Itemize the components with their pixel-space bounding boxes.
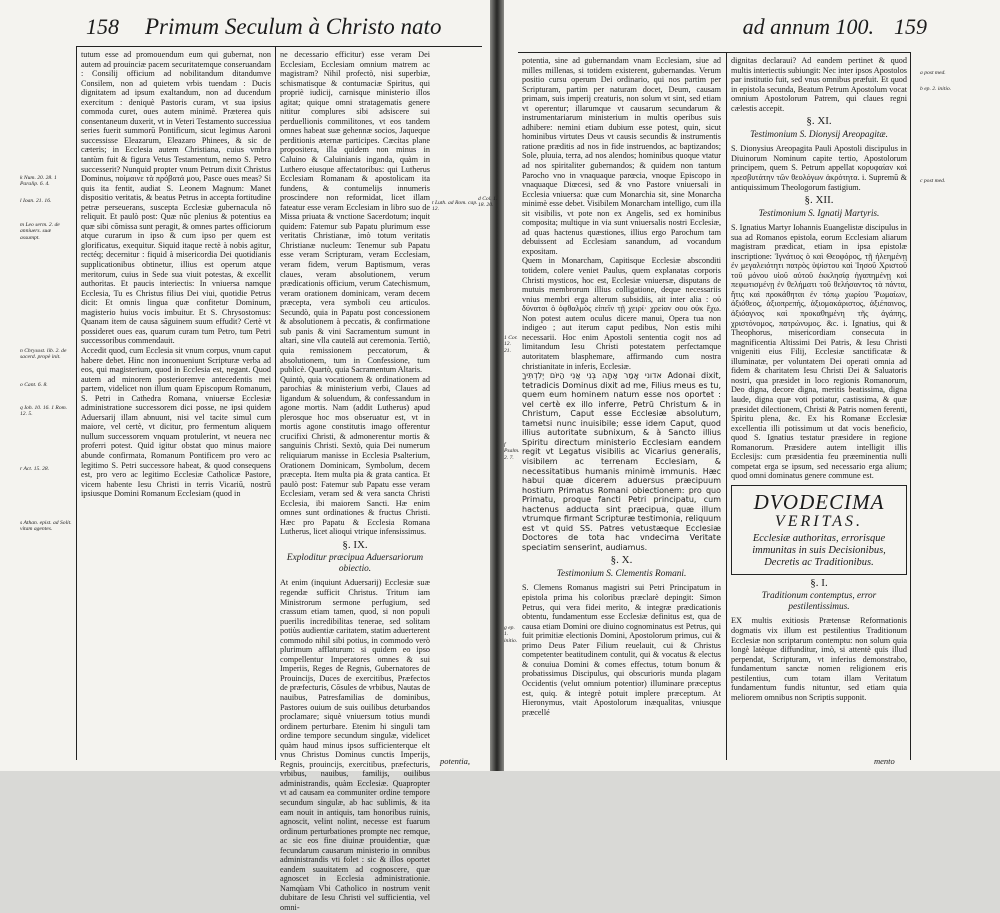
paragraph: At enim (inquiunt Aduersarij) Ecclesiæ suæ regendæ sufficit Christus. Tritum iam Ministrorum sermone perfugium, sed crassum etiam tamen, quod, si non populi puerilis incredibilitas tenerae, sed solitam potiùs audientiæ caritatem, statim aduerterent commodo nihil sibi potius, in commodo verò plurimum afflaturum: si quidem eo ipso compellentur Imperatores omnes & sui Imperiis, Reges de Regnis, Gubernatores de Prouincijs, Duces de exercitibus, Præfectos de præfecturis, Cōsules de vrbibus, Nautas de nauibus, Patresfamilias de dominibus, Pastores ouium de suis ouilibus deturbandos proclamare; siquè vniuersum totius mundi ordinem perturbare. Etenim hi singuli tam ordine tempore secundum singulæ, videlicet quàm haud minus ipsos sufficienterque elt vnus Christus Dominus cunctis Imperijs, Regnis, prouincijs, exercitibus, præfecturis, vrbibus, nauibus, familijs, ouilibus administrandis, quàm Ecclesiæ. Quapropter vt ad causam ea communiter ordine tempore secundum singulæ, ab hac sublimis, & ita eam nouit in antiquis, tam honoribus ruinis, agnoscit, velint nolint, necesse est fuarum ordinum perturbationes prompte nec remque, ac sic eos fine diuinæ prouidentiæ, quæ fecundarum causarum ministerio in omnibus administrandis vti folet : sic & illos oportet eandem suauitatem ad cognoscere, quæ agnoscet in Ecclesia administrationie. Namqùam Vbi Catholico in nostrum venit dubitare de Iesu Christi vel sufficientia, vel omni- [280,578,430,913]
margin-note: m Leo serm. 2. de anniuers. suæ assumpt. [20,222,60,241]
catchword-left: potentia, [440,756,470,766]
margin-note: c post med. [920,178,946,184]
section-number: §. I. [810,576,828,589]
margin-note: o Cant. 6. 8. [20,382,48,388]
page-number-left: 158 [86,14,119,39]
header-rule-right [518,52,910,53]
margin-note: n Chrysost. lib. 2. de sacerd. propè init. [20,348,67,361]
margin-note: g ep. 1. initio. [504,625,518,644]
running-title-right: ad annum 100. [742,14,874,39]
section-number: §. XI. [806,115,832,128]
frame-rule-right [910,52,911,760]
paragraph: tutum esse ad promouendum eum qui gubernat, non autem ad prouinciæ pacem securitatemque conseruandam : Consilij officium ad nobilitandum ditandumve Consilem, non ad quietem vrbis tuendam : Ducis dignitatem ad ipsum exaltandum, non ad ducendum exercitum : deniquè Pastoris curam, vt sua ipsius commoda curet, oues autem minimè. Præterea quis consentaneum duxerit, vt in Veteri Testamento successiua series fuerit summorū Pontificum, sicut legimus Aaroni successisse Eleazarum, Eleazaro Phinees, & sic de cæteris; in Ecclesia autem Christiana, cuius vmbra tantùm fuit & figura Vetus Testamentum, nemo S. Petro successerit? Nunquid propter vnum Petrum dixit Christus Dominus, ποίμαινε τὰ πρόβατά μου, Pasce oues meas? Si quis ita fentit, audiat S. Leonem Magnum: Manet dispositio veritatis, & beatus Petrus in accepta fortitudine petræ perseuerans, suscepta Ecclesiæ gubernacula nō reliquit. Et paulò post: Quæ nūc plenius & potentius ea quæ sibi cōmissa sunt peragit, & omnes partes officiorum atque curarum in ipso & cum ipso per quem est glorificatus, exequitur. Siquid itaque rectè à nobis agitur, rectéq; decernitur : fiquid à misericordia Dei quotidianis supplicationibus obtinetur, illius est operum atque meritorum, cuius in Sede sua viuit potestas, & excellit authoritas. Et paucis interiectis: In vniuersa namque Ecclesia, Tu es Christus filius Dei viui, quotidie Petrus dicit: Et omnis lingua quæ confitetur Dominum, magisterio huius vocis imbuitur. Et S. Chrysostomus: Quanam item de causa sāguinem suum effudit? Certè vt possideret oues eas, quarum curam tum Petro, tum Petri successoribus commendauit. [81,50,271,346]
margin-note: d Col. 1. 18. 20. [478,196,498,209]
section-title: Exploditur præcipua Aduersariorum obiectio. [286,553,424,574]
text-column-right-1 [522,56,721,758]
margin-note: f Psalm. 2. 7. [504,442,520,461]
paragraph: ne decessario efficitur) esse veram Dei Ecclesiam, Ecclesiam omnium matrem ac magistram? Nihil profectò, nisi superbiæ, schismatisque & contumaciæ Spiritus, qui propriè iudicij, carnisque ministerio illos agitat; quique omni stratagematis genere nititur complures sibi adsiscere sui perduellionis commilitones, vt eos tandem omnes habeat suæ gehennæ socios, Jaqueque perditionis æternæ participes. Cæcitas plane propositera, illa quidem non minus in Caluino & Caluinianis inganda, quàm in Luthero eiusque affectatoribus: qui Lutherus Ecclesiam Romanam & apostolicam ita fundens, & contumelijs innumeris proscindere non reformidat, licet illam fateatur esse veram Ecclesiam in libro suo de Missa priuata & vnctione Sacerdotum; inquit quidem: Fatemur sub Papatu plurimum esse veritatis Christianæ, imò totum veritatis Christianæ nucleum: Tenemur sub Papatu esse veram Scripturam, veram Ecclesiam, veram fidem, verum Baptismum, veras claues, veram absolutionem, verum prædicationis officium, verum Catechismum, veram orationem dominicam, veram decem præcepta, vera symboli ceu articulos. Secundò, quia in Papatu post concessionem & absolutionem à peccatis, & confirmatione sub panis & vini Sacramentum sumunt in altari, sine vlla cautelâ aut ceremonia. Tertiò, quia remissionem peccatorum, & absolutionem, tum in Confessione, tum publicè. Quartò, quia Sacramentum Altaris. [280,50,430,375]
paragraph: Quintò, quia vocationem & ordinationem ad parochias & ministerium verbi, Claues ad ligandum & soluendum, & confessandum in agone mortis. Nam (addit Lutherus) apud plerosque hoc mos obseruatur est, vt in mortis agone constitutis imago offerentur crucifixi Christi, & admonerentur mortis & sanguinis Christi. Sextò, quia Dei numerum reliquiarum manisse in Ecclesia Psalterium, Orationem Dominicam, Symbolum, decem præcepta. Item multa pia & grata cantica. Et paulò post: Fatemur sub Papatu esse veram Ecclesiam, veram sed & vera sancta Christi Ecclesia, ibi maiorem Sancti. Hæ enim omnes sunt ordinationes & fructus Christi. Hæc pro Papatu & Ecclesia Romana Lutherus, licet alioqui vtrique infensissimus. [280,374,430,537]
text-column-left-1 [81,50,271,758]
paragraph: אדוני אָמַר אַתָּה בְּנִי אֲנִי הַיּוֹם יְלִדְתִּיךָ Adonai dixit, tetradicis Dominus dixit ad me, Filius meus es tu, quem eum hominem natum esse nos oportet : vel certè ex illo inferre, Petrū Christum & in Christum, Caput esse Ecclesiæ absolutum, tametsi nunc inuisibile; esse idem Caput, quod illius autoritate subnixum, & à Sancto illius Spiritu directum ministerio Ecclesiam eandem regit vt Legatus visibilis ac Vicarius generalis, visibilem ac terrenam Ecclesiam, & necessitatibus humanis minimè immunis. Hæc habui quæ dicerem aduersus præcipuum hostium Primatus Romani obiectionem: pro quo Primatu, proque fancti Petri principatu, cum hactenus adducta sint præcipua, quæ illum vtrumque firmant Scripturæ testimonia, reliquum est vt quid SS. Patres vetustæque Ecclesiæ Doctores de tota hac vndecima Veritate speciatim senserint, audiamus. [522,371,721,552]
text-column-left-2 [280,50,430,913]
paragraph: Quem in Monarcham, Capitisque Ecclesiæ absconditi totidem, colere veniet Paulus, quem explanatas corporis Christi mysticos, hoc est, Ecclesiæ vniuersæ, disputans de mutuis membrorum illius colligatione, deque necessariis vnius membri erga alterum subsidiis, ait inter alia : οὐ δύναται ὁ ὀφθαλμὸς εἰπεῖν τῇ χειρί· χρείαν σου οὐκ ἔχω. Non potest autem oculus dicere manui, Opera tua non indigeo ; aut iterum caput pedibus, Non estis mihi necessarii. Hoc enim Apostoli sententia cogit nos ad limitandum Iesu Christi potestatem perfectamque autoritatem blasphemare, affirmando cum nostra christianitate in inferis, Ecclesiæ. [522,256,721,371]
section-title: Testimonium S. Clementis Romani. [556,568,687,579]
section-title: Testimonium S. Ignatij Martyris. [758,208,880,219]
paragraph: S. Clemens Romanus magistri sui Petri Principatum in epistola prima his coloribus præclarè depingit: Simon Petrus, qui vera fidei merito, & integræ prædicationis obtentu, fundamentum esse Ecclesiæ definitus est, qua de causa etiam Domini ore diuino cognominatus est Petrus, qui fuit primitiæ electionis Domini, Apostolorum primus, cui & primo Deus Pater Filium reuelauit, cui & Christus competenter beatitudinem contulit, qui & vocatus & electus & conuiua Domini & comes effectus, totum bonum & probatissimus Discipulus, qui obscurioris munda plagam Occidentis (velut omnium potentior) illuminare præceptus est, quiq. & integrè potuit implere præceptum. At Hieronymus, vtait Apostolorum inæqualitas, vniusque præcellé [522,583,721,717]
veritas-summary: Ecclesiæ authoritas, errorisque immunitas in suis Decisionibus, Decretis ac Traditionibus. [752,532,886,568]
margin-note: q Ioh. 10. 16. 1 Rom. 12. 5. [20,405,68,418]
column-divider-right [726,52,727,760]
veritas-title: DVODECIMA [753,489,885,514]
margin-note: b ep. 2. initio. [920,86,952,92]
section-title: Testimonium S. Dionysij Areopagitæ. [750,129,888,140]
page-number-right: 159 [894,14,927,39]
margin-note: a post med. [920,70,946,76]
paragraph: EX multis exitiosis Prætensæ Reformationis dogmatis vix illum est pestilentius Traditionum Ecclesiæ non scriptarum contemptu: non solum quia longè latèque diffunditur, imò, si attentè quis illud perpendat, Scripturam, vt inferius demonstrabo, fundamentum sanctæ nomen religionem eris pestilentius, cum totam illam Veritatum fundamentum fundis nituntur, sed etiam quia meliorem omnibus non Scriptis supponit. [731,616,907,702]
paragraph: potentia, sine ad gubernandam vnam Ecclesiam, siue ad milles millenas, si totidem existerent, gubernandas. Verum positio cursu operum Dei ordinario, qui nos partim per Scripturam, partim per naturam docet, Deum, causam primam, suis imperij creaturis, non solum vt sint, sed etiam vt operentur; illarumque vt causarum secundarum & instrumentariarum ministerium in multis operibus suis adhibere: nemini etiam dubium esse potest, quin, sicut hominibus virtutes Deus vt causis secundis & instrumentis ratione præditis ad nos in fide instruendos, ac baptizandos; Sole, pluuia, terra, ad nos alendos; hominibus quoque vtatur ad nos spiritaliter gubernandos; & quidem non tantum Parocho vno in vnaquaque parœcia, vnoque Episcopo in vnaquaque Diœcesi, sed & vno Pastore vniuersali in Ecclesia vniuersa: quæ cum Monarchia sit, sine Monarcha minimè esse debet. Visibilem Monarcham intelligo, cum illa sit visibilis, vt pote non ex Angelis, sed ex hominibus composita; multique in via sunt vniuersalis nostri Ecclesiæ, ad quas hactenus quæstiones, illius ergo Parochum tam debuissent ad Ecclesiam sanandum, ad vocandum expositam. [522,56,721,256]
margin-note: 1 Cor. 12. 21. [504,335,518,354]
catchword-right: mento [874,756,895,766]
section-number: §. IX. [342,538,368,551]
margin-note: s Athan. epist. ad Solit. vitam agentes. [20,520,72,533]
paragraph: dignitas declaraui? Ad eandem pertinet & quod multis interiectis subiungit: Nec inter ipsos Apostolos par institutio fuit, sed vnus omnibus præfuit. Et quod in epistola secunda, Beatum Petrum Apostolum vocat omnium Apostolorum Patrem, qui claues regni cælestis accepit. [731,56,907,113]
veritas-box [731,485,907,575]
paragraph: Accedit quod, cum Ecclesia sit vnum corpus, vnum caput habere debet. Hinc non inconueniunt Scripturæ verba ad eos, qui magisterium, quod in Ecclesia est, negant. Quod autem ad minorem posterioremve antecedentis mei partem, videlicet non illum quam Episcopum Romanum, S. Petri in Cathedra Romana, vniuersæ Ecclesiæ administratione successorem dici posse, ne ipsi quidem Aduersarij illam abnuunt, nisi vel tacite simul cum maiore, vel certè, vt dicitur, pro fermentum aliquem nullum successorem vnquam protulerint, vt neuera nec proferri potest. Quid igitur obstat quo minus maiore abunde confirmata, Romanum Pontificem pro vero ac legitimo S. Petri successore habeat, & quod consequens est, pro vero ac legitimo Ecclesiæ Catholicæ Pastore, vicem habente Iesu Christi in terris Vicariū, nostrū ipsiusque Domini Romanum Ecclesiam (quod in [81,345,271,499]
paragraph: S. Ignatius Martyr Iohannis Euangelistæ discipulus in sua ad Romanos epistola, eorum Ecclesiam aliarum magistram prædicat, etiam in ipsa epistolæ inscriptione: Ἰγνάτιος ὁ καὶ Θεοφόρος, τῇ ἠλεημένῃ ἐν μεγαλειότητι πατρὸς ὑψίστου καὶ Ἰησοῦ Χριστοῦ τοῦ μόνου υἱοῦ αὐτοῦ ἐκκλησίᾳ ἠγαπημένῃ καὶ πεφωτισμένῃ ἐν θελήματι τοῦ θελήσαντος τὰ πάντα, ἥτις καὶ προκάθηται ἐν τόπῳ χωρίου Ῥωμαίων, ἀξιόθεος, ἀξιοπρεπής, ἀξιομακάριστος, ἀξιέπαινος, ἀξιόαγνος καὶ προκαθημένη τῆς ἀγάπης, χριστόνομος, πατρώνυμος. &c. i. Ignatius, qui & Theophorus, misericordiam consecuta in magnificentia Altissimi Dei Patris, & Iesu Christi vnigeniti eius Filij, Ecclesiæ sanctificatæ & illuminatæ, per voluntatem Dei operati omnia ad fidem & charitatem Iesu Christi Dei & Saluatoris nostri, qua præsidet in loco regionis Romanorum, Deo digna, decore digna, meritis beatissima, digna laude, digna quæ voti potiatur, castissima, & quæ præsidet dilectionem, Christi & Patris nomen ferenti, Spiritu plena, &c. Ex his Romanæ Ecclesiæ excellentia illi potissimum ut dat vocis beneficio, quod S. Ignatius testatur præsidere in regione Romanorum. Præsidere autem intelligit illis Ecclesijs: cum præsidentia feu præeminentia nulli competat erga se ipsum, sed necessario erga alium; quod omni dominatus genere commune est. [731,223,907,481]
paragraph: S. Dionysius Areopagita Pauli Apostoli discipulus in Diuinorum Nominum capite tertio, Apostolorum principem, quem S. Petrum appellat κορυφαίαν καὶ πρεσβυτάτην τῶν θεολόγων ἀκρότητα. i. Supremū & antiquissimum Theologorum fastigium. [731,144,907,192]
margin-note: l Ioan. 21. 16. [20,198,52,204]
book-gutter [490,0,504,771]
running-title-left: Primum Seculum à Christo nato [145,14,442,39]
header-rule-left [76,46,482,47]
text-column-right-2 [731,56,907,758]
frame-rule-left [76,46,77,760]
right-page [478,0,1000,771]
section-number: §. X. [610,554,633,567]
column-divider-left [275,46,276,760]
section-title: Traditionum contemptus, error pestilentissimus. [761,591,877,612]
margin-note: r Act. 15. 28. [20,466,50,472]
section-number: §. XII. [804,194,834,207]
margin-note: k Num. 20. 28. 1 Paralip. 6. 4. [20,175,57,188]
margin-note: t Luth. ad Rom. cap. 12. [432,200,478,213]
veritas-subtitle: VERITAS. [774,512,864,530]
left-page [0,0,490,913]
